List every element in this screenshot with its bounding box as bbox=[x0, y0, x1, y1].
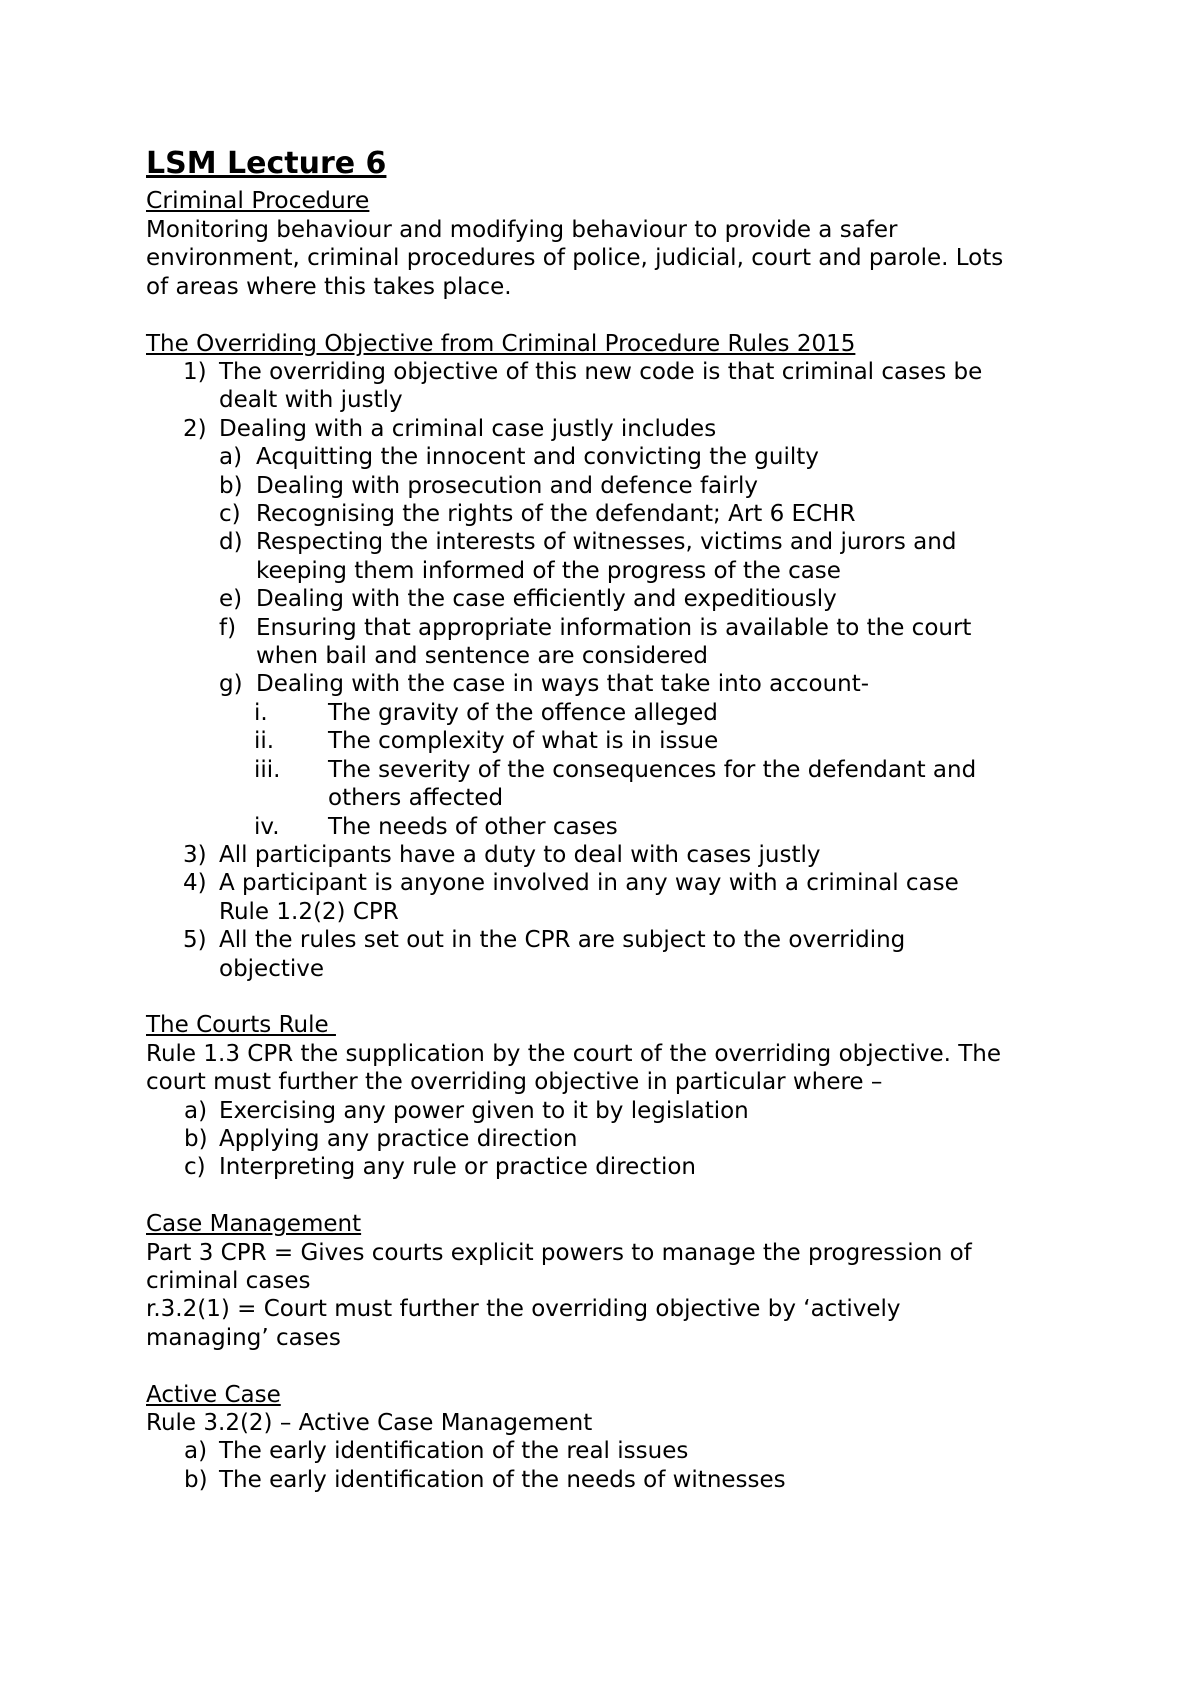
list-item bbox=[146, 727, 1076, 755]
spacer bbox=[146, 983, 1076, 1011]
section-heading: Case Management bbox=[146, 1211, 362, 1238]
list-item bbox=[146, 585, 1076, 613]
list-item-text: A participant is anyone involved in any way with a criminal case bbox=[219, 870, 959, 897]
list-marker: b) bbox=[219, 472, 243, 499]
list-item-text: All the rules set out in the CPR are subject to the overriding bbox=[219, 927, 906, 954]
list-item-text: The complexity of what is in issue bbox=[328, 728, 719, 755]
list-marker: a) bbox=[184, 1438, 208, 1465]
list-item bbox=[146, 1153, 1076, 1181]
list-item-text: Recognising the rights of the defendant; Art 6 ECHR bbox=[256, 501, 856, 528]
list-marker: e) bbox=[219, 586, 243, 613]
list-marker: d) bbox=[219, 529, 243, 556]
list-item-text: The early identification of the real issues bbox=[219, 1438, 689, 1465]
document-page bbox=[146, 144, 1076, 1494]
list-item bbox=[146, 500, 1076, 528]
list-item bbox=[146, 869, 1076, 926]
list-item bbox=[146, 756, 1076, 813]
list-marker: 3) bbox=[183, 841, 207, 868]
list-item bbox=[146, 1466, 1076, 1494]
list-item bbox=[146, 1097, 1076, 1125]
list-item bbox=[146, 813, 1076, 841]
list-marker: 5) bbox=[183, 927, 207, 954]
list-marker: a) bbox=[184, 1097, 208, 1124]
list-item-text: Applying any practice direction bbox=[219, 1125, 578, 1152]
list-item bbox=[146, 1125, 1076, 1153]
list-item bbox=[146, 415, 1076, 443]
list-item-text: dealt with justly bbox=[219, 387, 403, 414]
intro-line: Monitoring behaviour and modifying behaviour to provide a safer bbox=[146, 217, 898, 243]
list-marker: c) bbox=[219, 501, 241, 528]
spacer bbox=[146, 1182, 1076, 1210]
spacer bbox=[146, 1352, 1076, 1380]
body-line: Rule 1.3 CPR the supplication by the court of the overriding objective. The bbox=[146, 1040, 1002, 1067]
list-marker: i. bbox=[254, 699, 268, 726]
list-item-text: Ensuring that appropriate information is available to the court bbox=[256, 614, 972, 641]
list-marker: f) bbox=[219, 614, 237, 641]
list-marker: c) bbox=[184, 1154, 206, 1181]
section-overriding-objective bbox=[146, 330, 1076, 983]
section-courts-rule bbox=[146, 1011, 1076, 1181]
list-item-text: Dealing with the case in ways that take into account- bbox=[256, 671, 870, 698]
list-item-text: when bail and sentence are considered bbox=[256, 643, 708, 670]
body-line: managing’ cases bbox=[146, 1324, 341, 1351]
list-marker: iv. bbox=[254, 813, 280, 840]
list-marker: b) bbox=[184, 1125, 208, 1152]
list-item-text: The overriding objective of this new code is that criminal cases be bbox=[219, 359, 983, 386]
document-title: LSM Lecture 6 bbox=[146, 146, 387, 181]
list-item bbox=[146, 472, 1076, 500]
list-item-text: The severity of the consequences for the defendant and bbox=[328, 756, 977, 783]
list-marker: 1) bbox=[183, 359, 207, 386]
list-item bbox=[146, 699, 1076, 727]
list-item bbox=[146, 443, 1076, 471]
list-item-text: Dealing with the case efficiently and expeditiously bbox=[256, 586, 837, 613]
list-item-text: Respecting the interests of witnesses, victims and jurors and bbox=[256, 529, 957, 556]
section-heading: Active Case bbox=[146, 1381, 281, 1408]
list-item-text: All participants have a duty to deal with cases justly bbox=[219, 841, 821, 868]
section-heading: The Courts Rule bbox=[146, 1012, 336, 1039]
list-item-text: Exercising any power given to it by legislation bbox=[219, 1097, 749, 1124]
list-item bbox=[146, 670, 1076, 698]
section-case-management bbox=[146, 1210, 1076, 1352]
list-item-text: Acquitting the innocent and convicting the guilty bbox=[256, 444, 819, 471]
document-subtitle: Criminal Procedure bbox=[146, 186, 370, 214]
list-item-text: keeping them informed of the progress of the case bbox=[256, 557, 841, 584]
intro-line: of areas where this takes place. bbox=[146, 273, 512, 300]
body-line: court must further the overriding objective in particular where – bbox=[146, 1069, 883, 1096]
list-item bbox=[146, 841, 1076, 869]
intro-line: environment, criminal procedures of police, judicial, court and parole. Lots bbox=[146, 245, 1004, 272]
list-marker: b) bbox=[184, 1466, 208, 1493]
intro-paragraph bbox=[146, 216, 1076, 301]
list-item-text: others affected bbox=[328, 785, 504, 812]
list-item-text: Dealing with prosecution and defence fairly bbox=[256, 472, 758, 499]
section-active-case bbox=[146, 1381, 1076, 1495]
body-line: Part 3 CPR = Gives courts explicit powers to manage the progression of bbox=[146, 1239, 972, 1266]
list-item bbox=[146, 1437, 1076, 1465]
list-item bbox=[146, 358, 1076, 415]
list-marker: 2) bbox=[183, 415, 207, 442]
list-marker: iii. bbox=[254, 756, 281, 783]
list-item-text: Rule 1.2(2) CPR bbox=[219, 898, 399, 925]
list-item bbox=[146, 528, 1076, 585]
list-item-text: The needs of other cases bbox=[328, 813, 618, 840]
list-marker: 4) bbox=[183, 870, 207, 897]
list-item-text: objective bbox=[219, 955, 325, 982]
list-item-text: Dealing with a criminal case justly includes bbox=[219, 415, 717, 442]
list-item bbox=[146, 926, 1076, 983]
list-marker: g) bbox=[219, 671, 243, 698]
body-line: criminal cases bbox=[146, 1267, 311, 1294]
section-heading: The Overriding Objective from Criminal Procedure Rules 2015 bbox=[146, 330, 856, 357]
body-line: r.3.2(1) = Court must further the overriding objective by ‘actively bbox=[146, 1296, 901, 1323]
body-line: Rule 3.2(2) – Active Case Management bbox=[146, 1410, 593, 1436]
list-marker: ii. bbox=[254, 728, 275, 755]
list-item-text: The gravity of the offence alleged bbox=[328, 699, 718, 726]
spacer bbox=[146, 301, 1076, 329]
list-marker: a) bbox=[219, 444, 243, 471]
list-item-text: The early identification of the needs of witnesses bbox=[219, 1466, 786, 1493]
list-item bbox=[146, 614, 1076, 671]
list-item-text: Interpreting any rule or practice direction bbox=[219, 1154, 697, 1181]
